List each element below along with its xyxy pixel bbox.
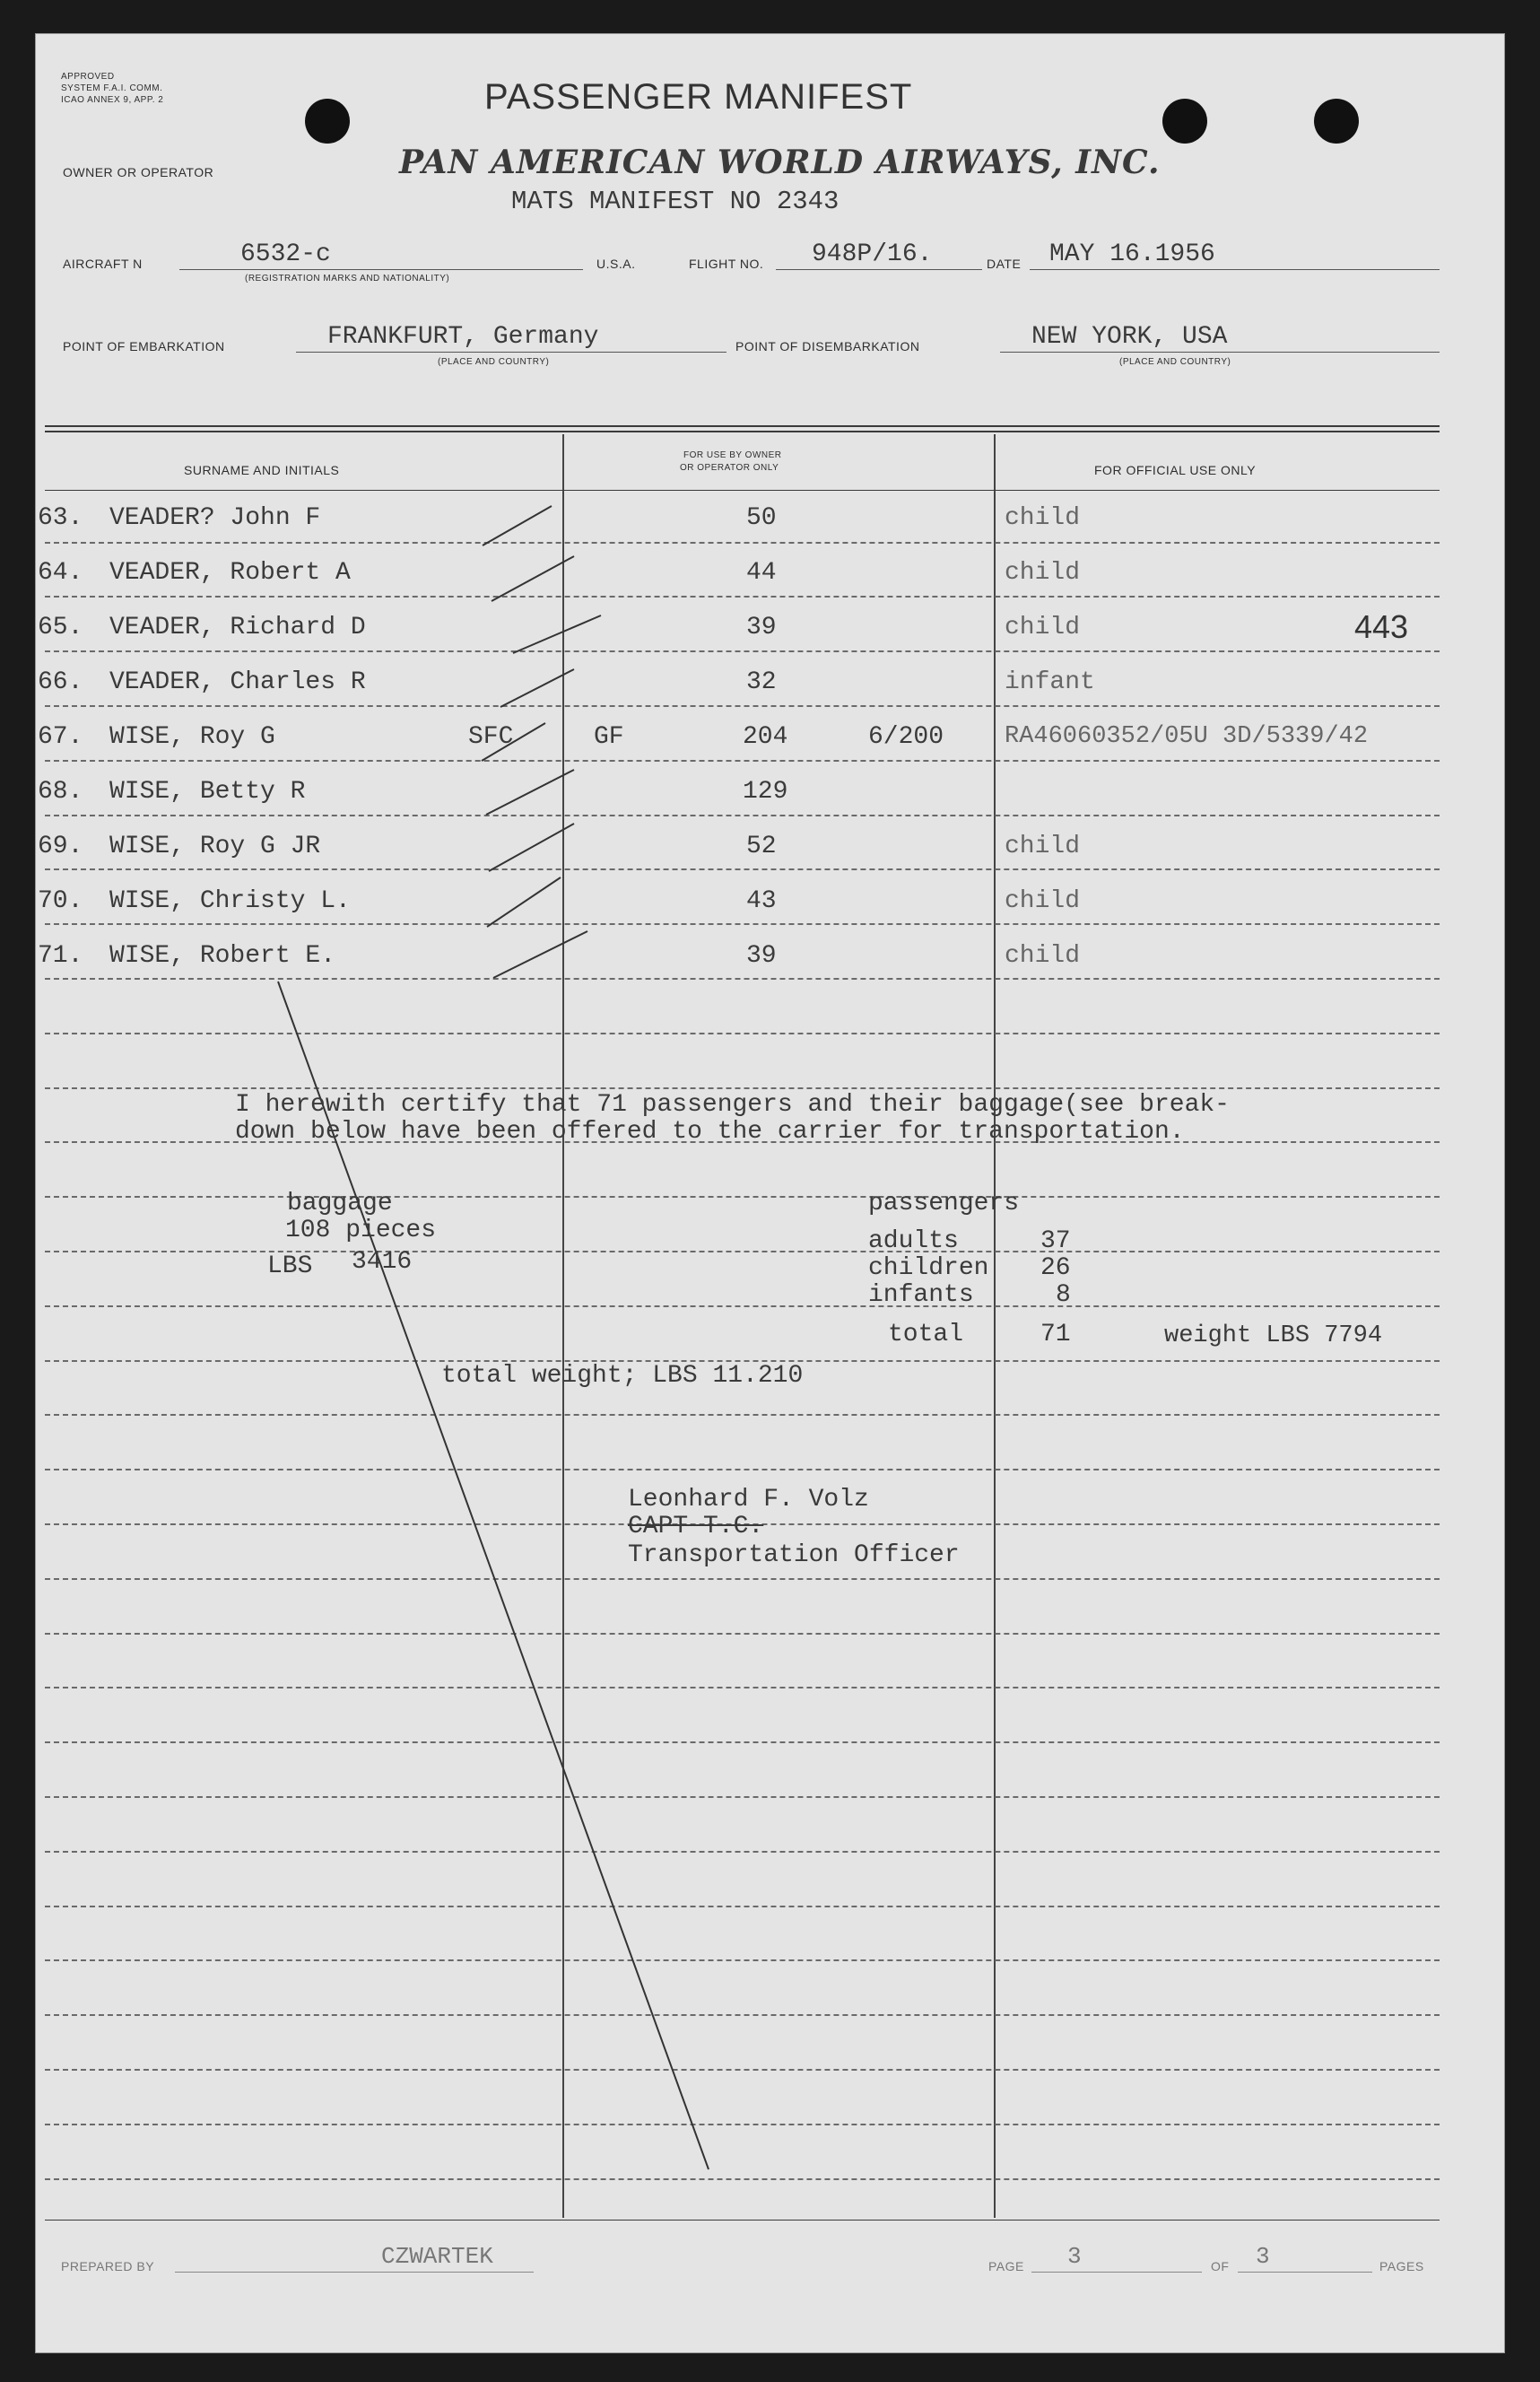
approved-line: ICAO ANNEX 9, APP. 2 bbox=[61, 95, 164, 105]
children-label: children bbox=[868, 1254, 989, 1282]
row-number: 71. bbox=[38, 942, 83, 970]
mats-manifest-number: MATS MANIFEST NO 2343 bbox=[511, 187, 840, 216]
passenger-weight: 43 bbox=[746, 887, 777, 915]
infants-label: infants bbox=[868, 1281, 974, 1309]
official-note: child bbox=[1005, 833, 1081, 860]
column-header-owner: OR OPERATOR ONLY bbox=[680, 463, 779, 473]
signature-rank: CAPT T.C. bbox=[628, 1513, 764, 1540]
pen-marks bbox=[36, 34, 1504, 2352]
passenger-weight: 129 bbox=[743, 778, 788, 806]
aircraft-label: AIRCRAFT N bbox=[63, 257, 143, 271]
certification-line: I herewith certify that 71 passengers and their baggage(see break- bbox=[235, 1091, 1230, 1119]
passenger-name: VEADER, Robert A bbox=[109, 559, 351, 587]
row-number: 70. bbox=[38, 887, 83, 915]
signature-title: Transportation Officer bbox=[628, 1541, 960, 1569]
aircraft-number: 6532-c bbox=[240, 240, 331, 268]
registration-note: (REGISTRATION MARKS AND NATIONALITY) bbox=[245, 274, 450, 284]
total-pages: 3 bbox=[1256, 2243, 1270, 2270]
row-number: 69. bbox=[38, 833, 83, 860]
date-label: DATE bbox=[987, 257, 1022, 271]
baggage-lbs: 3416 bbox=[352, 1248, 413, 1276]
official-note: child bbox=[1005, 504, 1081, 532]
row-number: 68. bbox=[38, 778, 83, 806]
total-weight: total weight; LBS 11.210 bbox=[441, 1362, 804, 1390]
page-number: 3 bbox=[1067, 2243, 1082, 2270]
flight-number: 948P/16. bbox=[812, 240, 933, 268]
passenger-name: VEADER, Charles R bbox=[109, 668, 366, 696]
official-note: child bbox=[1005, 614, 1081, 641]
disembark-label: POINT OF DISEMBARKATION bbox=[735, 339, 920, 353]
flight-date: MAY 16.1956 bbox=[1049, 240, 1215, 268]
manifest-sheet bbox=[36, 34, 1504, 2352]
page-title: PASSENGER MANIFEST bbox=[484, 77, 913, 117]
row-number: 65. bbox=[38, 614, 83, 641]
baggage-lbs-label: LBS bbox=[267, 1252, 313, 1280]
passenger-weight: 204 bbox=[743, 723, 788, 751]
adults-label: adults bbox=[868, 1227, 959, 1255]
prepared-value: CZWARTEK bbox=[381, 2243, 493, 2270]
disembark-note: (PLACE AND COUNTRY) bbox=[1119, 357, 1231, 367]
signature-name: Leonhard F. Volz bbox=[628, 1486, 869, 1514]
passenger-weight: 39 bbox=[746, 614, 777, 641]
passenger-name: VEADER? John F bbox=[109, 504, 321, 532]
usa-label: U.S.A. bbox=[596, 257, 636, 271]
infants-count: 8 bbox=[1056, 1281, 1071, 1309]
official-note: infant bbox=[1005, 668, 1095, 696]
passenger-weight: 44 bbox=[746, 559, 777, 587]
passenger-weight: 39 bbox=[746, 942, 777, 970]
certification-line: down below have been offered to the carrier for transportation. bbox=[235, 1118, 1185, 1146]
column-header-official: FOR OFFICIAL USE ONLY bbox=[1094, 463, 1257, 477]
row-number: 63. bbox=[38, 504, 83, 532]
prepared-label: PREPARED BY bbox=[61, 2259, 155, 2273]
passenger-name: WISE, Christy L. bbox=[109, 887, 351, 915]
pages-label: PAGES bbox=[1379, 2259, 1424, 2273]
disembark-value: NEW YORK, USA bbox=[1031, 323, 1228, 351]
official-note: child bbox=[1005, 887, 1081, 915]
row-number: 64. bbox=[38, 559, 83, 587]
approved-line: SYSTEM F.A.I. COMM. bbox=[61, 83, 163, 93]
passenger-weight: 52 bbox=[746, 833, 777, 860]
row-number: 66. bbox=[38, 668, 83, 696]
handwritten-note: 443 bbox=[1354, 608, 1409, 645]
adults-count: 37 bbox=[1040, 1227, 1071, 1255]
official-note: child bbox=[1005, 559, 1081, 587]
page-label: PAGE bbox=[988, 2259, 1024, 2273]
passenger-grade: GF bbox=[594, 723, 624, 751]
column-header-surname: SURNAME AND INITIALS bbox=[184, 463, 340, 477]
passenger-name: VEADER, Richard D bbox=[109, 614, 366, 641]
of-label: OF bbox=[1211, 2259, 1230, 2273]
passenger-weight: 50 bbox=[746, 504, 777, 532]
passenger-extra: 6/200 bbox=[868, 723, 944, 751]
page-underline bbox=[1031, 2272, 1202, 2273]
prepared-underline bbox=[175, 2272, 534, 2273]
passengers-label: passengers bbox=[868, 1190, 1020, 1217]
of-underline bbox=[1238, 2272, 1372, 2273]
passenger-weight: 32 bbox=[746, 668, 777, 696]
passenger-name: WISE, Roy G bbox=[109, 723, 275, 751]
passenger-weight-total: weight LBS 7794 bbox=[1164, 1322, 1383, 1349]
passenger-rank: SFC bbox=[468, 723, 514, 751]
baggage-label: baggage bbox=[287, 1190, 393, 1217]
flight-label: FLIGHT NO. bbox=[689, 257, 764, 271]
baggage-pieces: 108 pieces bbox=[285, 1217, 437, 1244]
passenger-name: WISE, Betty R bbox=[109, 778, 306, 806]
embark-value: FRANKFURT, Germany bbox=[327, 323, 599, 351]
row-number: 67. bbox=[38, 723, 83, 751]
operator-name: PAN AMERICAN WORLD AIRWAYS, INC. bbox=[399, 144, 1161, 181]
passenger-name: WISE, Robert E. bbox=[109, 942, 336, 970]
embark-label: POINT OF EMBARKATION bbox=[63, 339, 225, 353]
approved-line: APPROVED bbox=[61, 72, 115, 82]
official-note: child bbox=[1005, 942, 1081, 970]
owner-label: OWNER OR OPERATOR bbox=[63, 165, 214, 179]
children-count: 26 bbox=[1040, 1254, 1071, 1282]
total-count: 71 bbox=[1040, 1321, 1071, 1348]
official-note: RA46060352/05U 3D/5339/42 bbox=[1005, 723, 1369, 750]
embark-note: (PLACE AND COUNTRY) bbox=[438, 357, 550, 367]
total-label: total bbox=[888, 1321, 964, 1348]
passenger-name: WISE, Roy G JR bbox=[109, 833, 321, 860]
column-header-owner: FOR USE BY OWNER bbox=[683, 450, 782, 460]
